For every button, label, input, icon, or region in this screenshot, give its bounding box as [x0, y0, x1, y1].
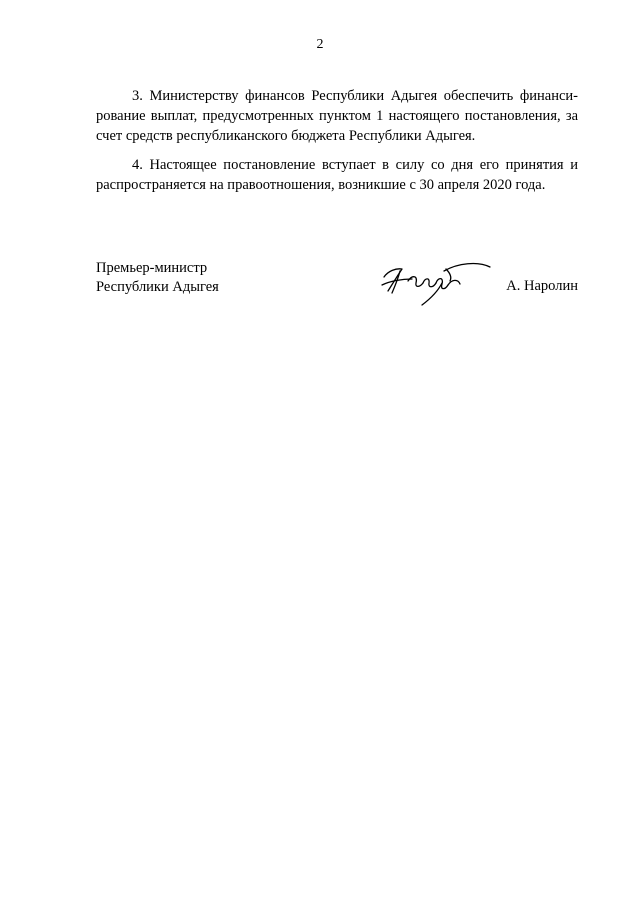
- signature-block: [96, 259, 578, 319]
- paragraph-item-4: 4. Настоящее постановление вступает в силу со дня его принятия и распространяется на правоотношения, возникшие с 30 апреля 2020 года.: [96, 157, 578, 193]
- page-number: 2: [316, 37, 324, 52]
- paragraph-item-3: 3. Министерству финансов Республики Адыгея обеспечить финанси-рование выплат, предусмотренных пунктом 1 настоящего постановления, за счет средств республиканского бюджета Республики Адыгея.: [96, 88, 578, 144]
- signer-title-line-2: Республики Адыгея: [96, 279, 219, 295]
- handwritten-signature-icon: [378, 257, 498, 309]
- signer-title-line-1: Премьер-министр: [96, 260, 208, 276]
- signer-name: А. Наролин: [506, 278, 578, 294]
- signer-title: [96, 259, 219, 297]
